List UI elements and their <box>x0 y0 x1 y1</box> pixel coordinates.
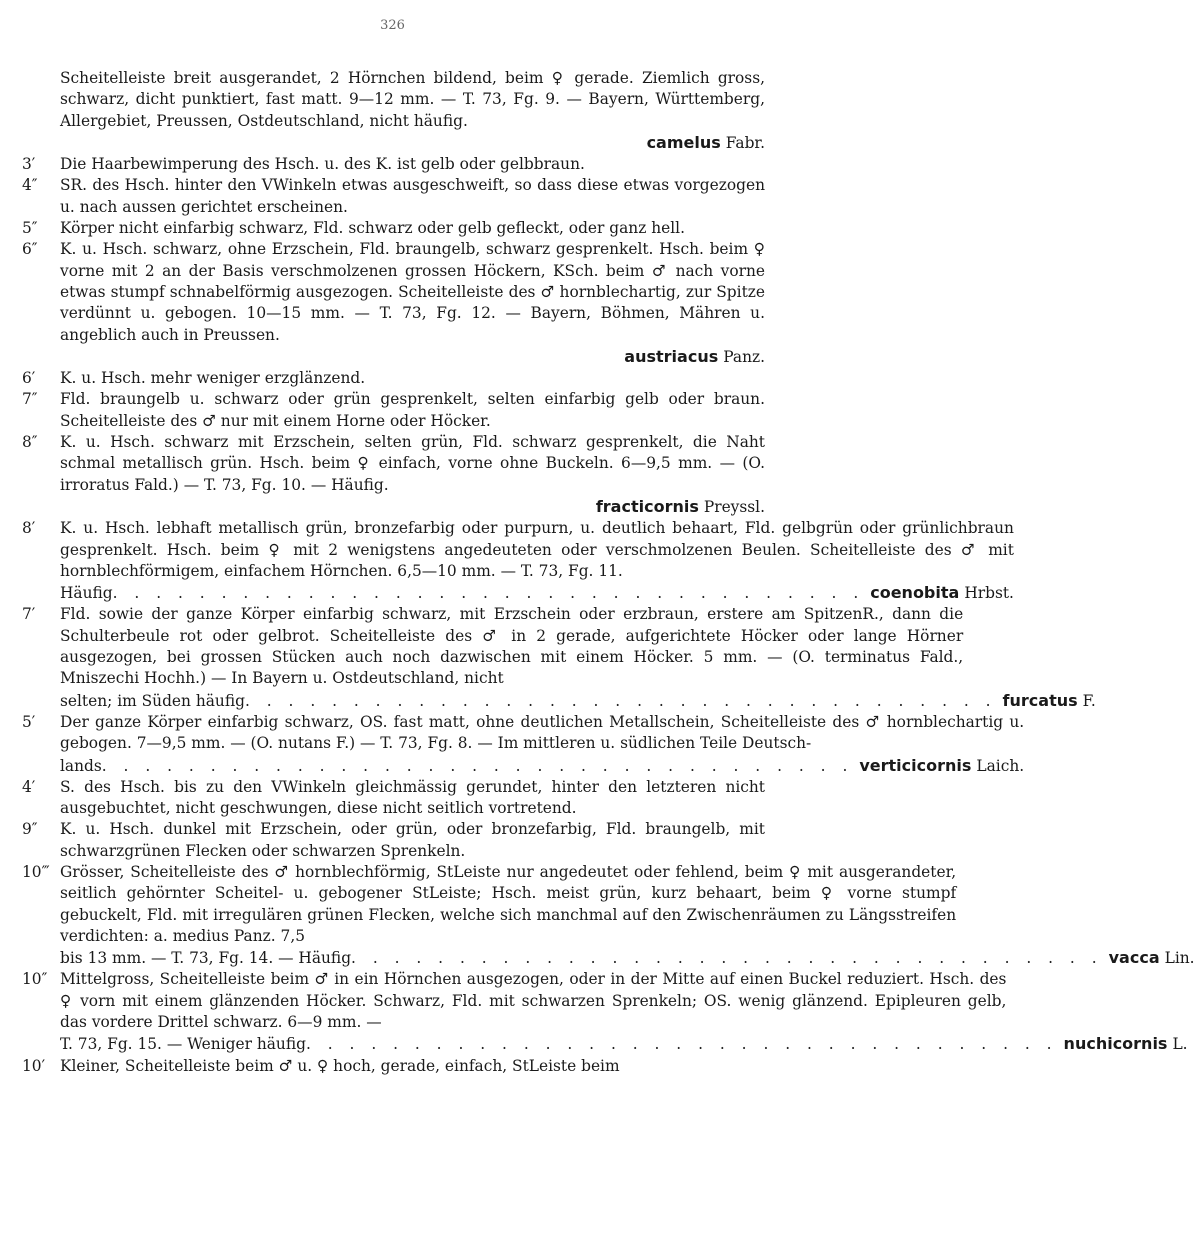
key-entry <box>20 1056 765 1077</box>
key-entry <box>20 862 1195 969</box>
entry-text: K. u. Hsch. dunkel mit Erzschein, oder grün, oder bronzefarbig, Fld. braungelb, mit schwarzgrünen Flecken oder schwarzen Sprenkeln. <box>60 820 765 860</box>
entry-body <box>60 368 765 389</box>
species-lead-text: selten; im Süden häufig <box>60 691 245 710</box>
key-entry <box>20 969 1188 1055</box>
entry-body <box>60 68 765 154</box>
entry-text: K. u. Hsch. schwarz, ohne Erzschein, Fld. braungelb, schwarz gesprenkelt. Hsch. beim ♀ vorne mit 2 an der Basis verschmolzenen grossen Höckern, KSch. beim ♂ nach vorne etwas stumpf schnabelförmig ausgezogen. Scheitelleiste des ♂ hornblechartig, zur Spitze verdünnt u. gebogen. 10—15 mm. — T. 73, Fg. 12. — Bayern, Böhmen, Mähren u. angeblich auch in Preussen. <box>60 240 765 344</box>
species-author: Preyssl. <box>703 497 765 516</box>
key-entry <box>20 389 765 432</box>
entry-body <box>60 518 1014 604</box>
key-entry <box>20 518 1014 604</box>
entry-text: Die Haarbewimperung des Hsch. u. des K. ist gelb oder gelbbraun. <box>60 155 585 174</box>
entry-text: Körper nicht einfarbig schwarz, Fld. schwarz oder gelb gefleckt, oder ganz hell. <box>60 219 685 238</box>
species-author: Hrbst. <box>964 584 1014 603</box>
entry-body <box>60 175 765 218</box>
species-name: verticicornis <box>859 755 972 775</box>
key-entry <box>20 218 765 239</box>
species-author: F. <box>1082 691 1096 710</box>
species-author: Laich. <box>976 756 1025 775</box>
species-author: L. <box>1172 1035 1188 1054</box>
entry-text: K. u. Hsch. mehr weniger erzglänzend. <box>60 369 366 388</box>
species-line <box>60 346 765 368</box>
species-lead-text: Häufig <box>60 584 113 603</box>
entry-body <box>60 604 1096 711</box>
key-entry <box>20 68 765 154</box>
key-entry <box>20 175 765 218</box>
species-name: camelus <box>646 132 721 152</box>
entry-body <box>60 1056 765 1077</box>
species-author: Fabr. <box>725 133 765 152</box>
species-name: vacca <box>1108 948 1160 968</box>
species-line <box>60 496 765 518</box>
key-entry <box>20 819 765 862</box>
couplet-number: 5″ <box>22 219 38 238</box>
entry-text: Kleiner, Scheitelleiste beim ♂ u. ♀ hoch, gerade, einfach, StLeiste beim <box>60 1056 620 1075</box>
couplet-number: 8″ <box>22 433 38 452</box>
species-name: austriacus <box>624 346 719 366</box>
species-name: fracticornis <box>595 496 699 516</box>
key-entry <box>20 604 1096 711</box>
key-entry <box>20 777 765 820</box>
entry-body <box>60 777 765 820</box>
entry-text: Mittelgross, Scheitelleiste beim ♂ in ein Hörnchen ausgezogen, oder in der Mitte auf einen Buckel reduziert. Hsch. des ♀ vorn mit einem glänzenden Höcker. Schwarz, Fld. mit schwarzen Sprenkeln; OS. wenig glänzend. Epipleuren gelb, das vordere Drittel schwarz. 6—9 mm. — <box>60 970 1007 1032</box>
couplet-number: 6″ <box>22 240 38 259</box>
species-name: furcatus <box>1002 690 1078 710</box>
entry-text: Fld. braungelb u. schwarz oder grün gesprenkelt, selten einfarbig gelb oder braun. Scheitelleiste des ♂ nur mit einem Horne oder Höcker. <box>60 390 765 430</box>
key-text <box>20 68 1195 1077</box>
species-lead-text: bis 13 mm. — T. 73, Fg. 14. — Häufig <box>60 949 352 968</box>
couplet-number: 10′ <box>22 1056 46 1075</box>
couplet-number: 7″ <box>22 390 38 409</box>
dot-leader: . . . . . . . . . . . . . . . . . . . . . . . . . . . . . . . . . . . <box>101 756 854 775</box>
couplet-number: 10‴ <box>22 862 50 881</box>
entry-text: K. u. Hsch. lebhaft metallisch grün, bronzefarbig oder purpurn, u. deutlich behaart, Fld. gelbgrün oder grünlichbraun gesprenkelt. Hsch. beim ♀ mit 2 wenigstens angedeuteten oder verschmolzenen Beulen. Scheitelleiste des ♂ mit hornblechförmigem, einfachem Hörnchen. 6,5—10 mm. — T. 73, Fg. 11. <box>60 519 1014 580</box>
entry-body <box>60 819 765 862</box>
page-number: 326 <box>380 18 405 33</box>
couplet-number: 8′ <box>22 519 36 538</box>
entry-text: K. u. Hsch. schwarz mit Erzschein, selten grün, Fld. schwarz gesprenkelt, die Naht schmal metallisch grün. Hsch. beim ♀ einfach, vorne ohne Buckeln. 6—9,5 mm. — (O. irroratus Fald.) — T. 73, Fg. 10. — Häufig. <box>60 433 765 494</box>
couplet-number: 7′ <box>22 605 36 624</box>
key-entry <box>20 712 1025 777</box>
couplet-number: 4′ <box>22 777 36 796</box>
couplet-number: 3′ <box>22 155 36 174</box>
entry-text: SR. des Hsch. hinter den VWinkeln etwas ausgeschweift, so dass diese etwas vorgezogen u. nach aussen gerichtet erscheinen. <box>60 176 765 216</box>
species-line <box>60 132 765 154</box>
entry-body <box>60 712 1024 777</box>
species-author: Panz. <box>723 347 765 366</box>
couplet-number: 9″ <box>22 820 38 839</box>
dot-leader: . . . . . . . . . . . . . . . . . . . . . . . . . . . . . . . . . . . <box>305 1035 1058 1054</box>
species-line <box>60 690 1096 712</box>
entry-body <box>60 389 765 432</box>
species-line <box>60 947 1195 969</box>
entry-body <box>60 862 1195 969</box>
entry-body <box>60 239 765 368</box>
entry-body <box>60 218 765 239</box>
species-author: Lin. <box>1164 949 1195 968</box>
entry-body <box>60 154 765 175</box>
key-entry <box>20 432 765 518</box>
species-line <box>60 582 1014 604</box>
dot-leader: . . . . . . . . . . . . . . . . . . . . . . . . . . . . . . . . . . . <box>112 584 865 603</box>
key-entry <box>20 154 765 175</box>
key-entry <box>20 239 765 368</box>
entry-text: Grösser, Scheitelleiste des ♂ hornblechförmig, StLeiste nur angedeutet oder fehlend, beim ♀ mit ausgerandeter, seitlich gehörnter Scheitel- u. gebogener StLeiste; Hsch. meist grün, kurz behaart, beim ♀ vorne stumpf gebuckelt, Fld. mit irregulären grünen Flecken, welche sich manchmal auf den Zwischenräumen zu Längsstreifen verdichten: a. medius Panz. 7,5 <box>60 862 957 945</box>
couplet-number: 6′ <box>22 369 36 388</box>
species-name: coenobita <box>870 583 960 603</box>
entry-text: Fld. sowie der ganze Körper einfarbig schwarz, mit Erzschein oder erzbraun, erstere am SpitzenR., dann die Schulterbeule rot oder gelbrot. Scheitelleiste des ♂ in 2 gerade, aufgerichtete Höcker oder lange Hörner ausgezogen, bei grossen Stücken auch noch dazwischen mit einem Höcker. 5 mm. — (O. terminatus Fald., Mniszechi Hochh.) — In Bayern u. Ostdeutschland, nicht <box>60 605 964 688</box>
entry-body <box>60 432 765 518</box>
species-lead-text: T. 73, Fg. 15. — Weniger häufig <box>60 1035 306 1054</box>
entry-body <box>60 969 1188 1055</box>
couplet-number: 4″ <box>22 176 38 195</box>
species-line <box>60 1033 1188 1055</box>
couplet-number: 10″ <box>22 970 48 989</box>
key-entry <box>20 368 765 389</box>
species-lead-text: lands <box>60 756 102 775</box>
species-line <box>60 755 1024 777</box>
dot-leader: . . . . . . . . . . . . . . . . . . . . . . . . . . . . . . . . . . . <box>244 691 997 710</box>
entry-text: Der ganze Körper einfarbig schwarz, OS. fast matt, ohne deutlichen Metallschein, Scheitelleiste des ♂ hornblechartig u. gebogen. 7—9,5 mm. — (O. nutans F.) — T. 73, Fg. 8. — Im mittleren u. südlichen Teile Deutsch- <box>60 712 1025 753</box>
couplet-number: 5′ <box>22 712 36 731</box>
dot-leader: . . . . . . . . . . . . . . . . . . . . . . . . . . . . . . . . . . . <box>351 949 1103 968</box>
species-name: nuchicornis <box>1063 1034 1168 1054</box>
entry-text: Scheitelleiste breit ausgerandet, 2 Hörnchen bildend, beim ♀ gerade. Ziemlich gross, schwarz, dicht punktiert, fast matt. 9—12 mm. — T. 73, Fg. 9. — Bayern, Württemberg, Allergebiet, Preussen, Ostdeutschland, nicht häufig. <box>60 69 765 130</box>
entry-text: S. des Hsch. bis zu den VWinkeln gleichmässig gerundet, hinter den letzteren nicht ausgebuchtet, nicht geschwungen, diese nicht seitlich vortretend. <box>60 777 765 818</box>
